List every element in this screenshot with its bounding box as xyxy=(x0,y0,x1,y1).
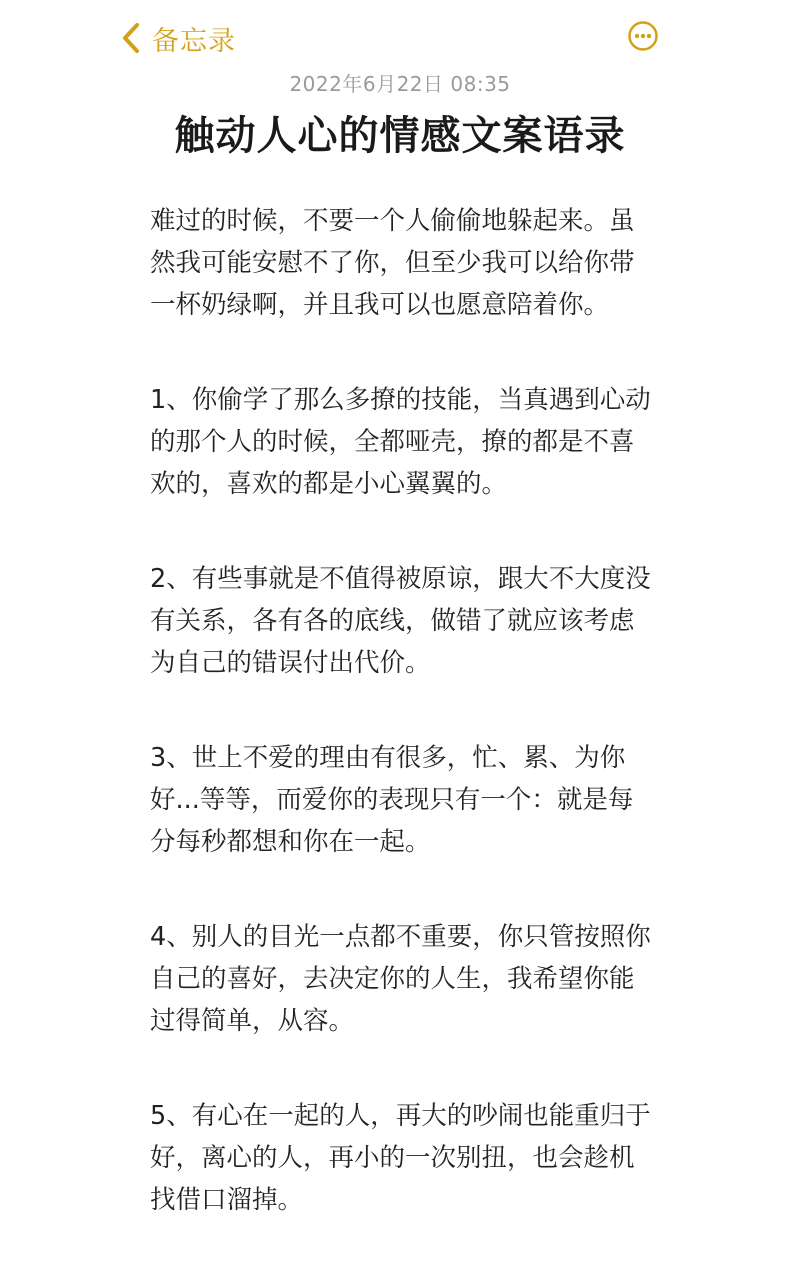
paragraph-line: 自己的喜好，去决定你的人生，我希望你能 xyxy=(150,964,635,994)
paragraph-line: 分每秒都想和你在一起。 xyxy=(150,827,431,857)
paragraph-line: 的那个人的时候，全都哑壳，撩的都是不喜 xyxy=(150,427,635,457)
note-paragraph xyxy=(150,558,670,684)
paragraph-line: 为自己的错误付出代价。 xyxy=(150,648,431,678)
note-title[interactable]: 触动人心的情感文案语录 xyxy=(174,113,626,159)
paragraph-line: 1、你偷学了那么多撩的技能，当真遇到心动 xyxy=(150,385,651,415)
paragraph-line: 找借口溜掉。 xyxy=(150,1185,304,1215)
paragraph-line: 4、别人的目光一点都不重要，你只管按照你 xyxy=(150,922,651,952)
paragraph-line: 2、有些事就是不值得被原谅，跟大不大度没 xyxy=(150,564,651,594)
back-label: 备忘录 xyxy=(152,25,236,57)
note-paragraph xyxy=(150,916,670,1042)
paragraph-line: 5、有心在一起的人，再大的吵闹也能重归于 xyxy=(150,1101,651,1131)
note-paragraph xyxy=(150,379,670,505)
note-paragraph xyxy=(150,200,670,326)
note-body[interactable] xyxy=(150,200,670,1274)
note-paragraph xyxy=(150,737,670,863)
chevron-left-icon xyxy=(120,22,142,54)
paragraph-line: 难过的时候，不要一个人偷偷地躲起来。虽 xyxy=(150,206,635,236)
note-timestamp: 2022年6月22日 08:35 xyxy=(289,72,511,96)
paragraph-line: 3、世上不爱的理由有很多，忙、累、为你 xyxy=(150,743,626,773)
paragraph-line: 过得简单，从容。 xyxy=(150,1006,355,1036)
paragraph-line: 好...等等，而爱你的表现只有一个：就是每 xyxy=(150,785,634,815)
paragraph-line: 欢的，喜欢的都是小心翼翼的。 xyxy=(150,469,508,499)
paragraph-line: 一杯奶绿啊，并且我可以也愿意陪着你。 xyxy=(150,290,610,320)
paragraph-line: 有关系，各有各的底线，做错了就应该考虑 xyxy=(150,606,635,636)
paragraph-line: 然我可能安慰不了你，但至少我可以给你带 xyxy=(150,248,635,278)
more-options-button[interactable] xyxy=(628,21,658,51)
paragraph-line: 好，离心的人，再小的一次别扭，也会趁机 xyxy=(150,1143,635,1173)
note-paragraph xyxy=(150,1095,670,1221)
more-options-icon xyxy=(628,21,658,51)
back-button[interactable] xyxy=(120,20,236,56)
